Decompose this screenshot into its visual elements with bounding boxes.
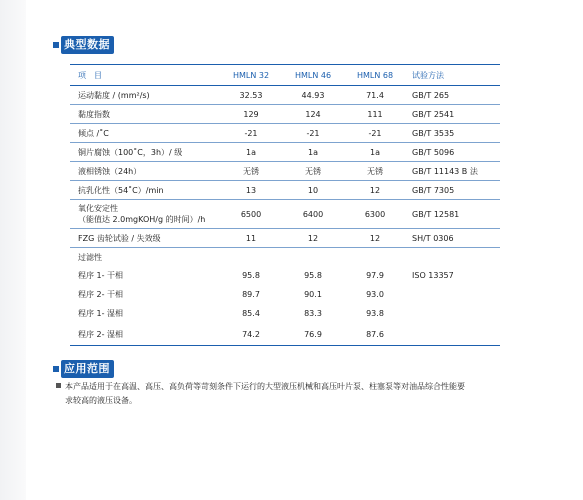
cell-hmln46: 76.9 — [282, 323, 344, 346]
cell-hmln68: -21 — [344, 124, 406, 143]
table-row — [70, 200, 500, 229]
cell-hmln32: 129 — [220, 105, 282, 124]
cell-hmln46: 10 — [282, 181, 344, 200]
cell-hmln32: 13 — [220, 181, 282, 200]
heading-marker — [53, 366, 59, 372]
cell-hmln46: 44.93 — [282, 86, 344, 105]
cell-method — [406, 285, 500, 304]
cell-hmln68: 97.9 — [366, 271, 384, 280]
table-row — [70, 181, 500, 200]
cell-hmln32: 6500 — [220, 200, 282, 229]
table-header-row — [70, 65, 500, 86]
cell-hmln32: 11 — [220, 229, 282, 248]
cell-hmln32: 89.7 — [242, 290, 260, 299]
cell-method: GB/T 3535 — [406, 124, 500, 143]
row-label: 抗乳化性（54˚C）/min — [70, 181, 220, 200]
cell-hmln46: 95.8 — [304, 271, 322, 280]
column-header-hmln68: HMLN 68 — [344, 65, 406, 86]
cell-method: GB/T 7305 — [406, 181, 500, 200]
cell-method: GB/T 2541 — [406, 105, 500, 124]
row-label: 程序 1- 干相 — [78, 271, 124, 280]
row-label: 运动黏度 / (mm²/s) — [70, 86, 220, 105]
left-margin-strip — [0, 0, 26, 500]
table-row — [70, 304, 500, 323]
table-row — [70, 266, 500, 285]
row-label: 程序 1- 湿相 — [78, 309, 124, 318]
bullet-icon — [56, 383, 61, 388]
table-row — [70, 105, 500, 124]
cell-hmln32: 95.8 — [242, 271, 260, 280]
cell-hmln32: 无锈 — [220, 162, 282, 181]
cell-method — [406, 323, 500, 346]
row-label: 程序 2- 干相 — [78, 290, 124, 299]
cell-hmln68: 6300 — [344, 200, 406, 229]
application-paragraph — [56, 380, 536, 408]
cell-hmln32: 85.4 — [242, 309, 260, 318]
cell-hmln46: 124 — [282, 105, 344, 124]
cell-hmln68: 93.0 — [366, 290, 384, 299]
cell-hmln32: 1a — [220, 143, 282, 162]
column-header-item: 项 目 — [70, 65, 220, 86]
cell-hmln68: 12 — [344, 229, 406, 248]
row-label: 程序 2- 湿相 — [70, 323, 220, 346]
cell-hmln46: 6400 — [282, 200, 344, 229]
table-row — [70, 162, 500, 181]
column-header-method: 试验方法 — [406, 65, 500, 86]
cell-hmln32: 74.2 — [220, 323, 282, 346]
application-text-2: 求较高的液压设备。 — [65, 396, 137, 405]
cell-hmln46: 无锈 — [282, 162, 344, 181]
cell-hmln68: 87.6 — [344, 323, 406, 346]
row-label: 倾点 /˚C — [70, 124, 220, 143]
cell-hmln32: 32.53 — [220, 86, 282, 105]
table-row — [70, 143, 500, 162]
row-label: 黏度指数 — [70, 105, 220, 124]
application-text-1: 本产品适用于在高温、高压、高负荷等苛刻条件下运行的大型液压机械和高压叶片泵、柱塞泵等对油品综合性能要 — [65, 382, 465, 391]
cell-hmln68: 71.4 — [344, 86, 406, 105]
cell-method: GB/T 265 — [406, 86, 500, 105]
section-heading-application — [53, 360, 114, 378]
section-title: 应用范围 — [61, 360, 114, 378]
typical-data-table — [70, 64, 500, 346]
cell-hmln46: 1a — [282, 143, 344, 162]
row-label: 过滤性 — [78, 252, 102, 262]
row-label — [70, 200, 220, 229]
row-label: FZG 齿轮试验 / 失效级 — [70, 229, 220, 248]
table-row — [70, 229, 500, 248]
cell-hmln68: 111 — [344, 105, 406, 124]
cell-method: SH/T 0306 — [406, 229, 500, 248]
row-label-line2: （能值达 2.0mgKOH/g 的时间）/h — [78, 215, 206, 224]
row-label-line1: 氧化安定性 — [78, 204, 118, 213]
row-label: 液相锈蚀（24h） — [70, 162, 220, 181]
cell-hmln46: 90.1 — [304, 290, 322, 299]
cell-method: GB/T 5096 — [406, 143, 500, 162]
application-line-1 — [56, 380, 536, 394]
table-row — [70, 323, 500, 346]
table-row — [70, 124, 500, 143]
table-row — [70, 285, 500, 304]
table-row — [70, 86, 500, 105]
cell-hmln68: 12 — [344, 181, 406, 200]
cell-method: GB/T 11143 B 法 — [406, 162, 500, 181]
table-row-filterability — [70, 248, 500, 267]
cell-hmln46: 12 — [282, 229, 344, 248]
cell-method: GB/T 12581 — [406, 200, 500, 229]
column-header-hmln46: HMLN 46 — [282, 65, 344, 86]
cell-method: ISO 13357 — [412, 271, 454, 280]
cell-hmln68: 1a — [344, 143, 406, 162]
section-title: 典型数据 — [61, 36, 114, 54]
cell-hmln46: -21 — [282, 124, 344, 143]
cell-hmln68: 无锈 — [344, 162, 406, 181]
section-heading-typical-data — [53, 36, 114, 54]
cell-hmln32: -21 — [220, 124, 282, 143]
cell-hmln46: 83.3 — [304, 309, 322, 318]
cell-hmln68: 93.8 — [366, 309, 384, 318]
column-header-hmln32: HMLN 32 — [220, 65, 282, 86]
row-label: 铜片腐蚀（100˚C，3h）/ 级 — [70, 143, 220, 162]
cell-method — [406, 304, 500, 323]
heading-marker — [53, 42, 59, 48]
